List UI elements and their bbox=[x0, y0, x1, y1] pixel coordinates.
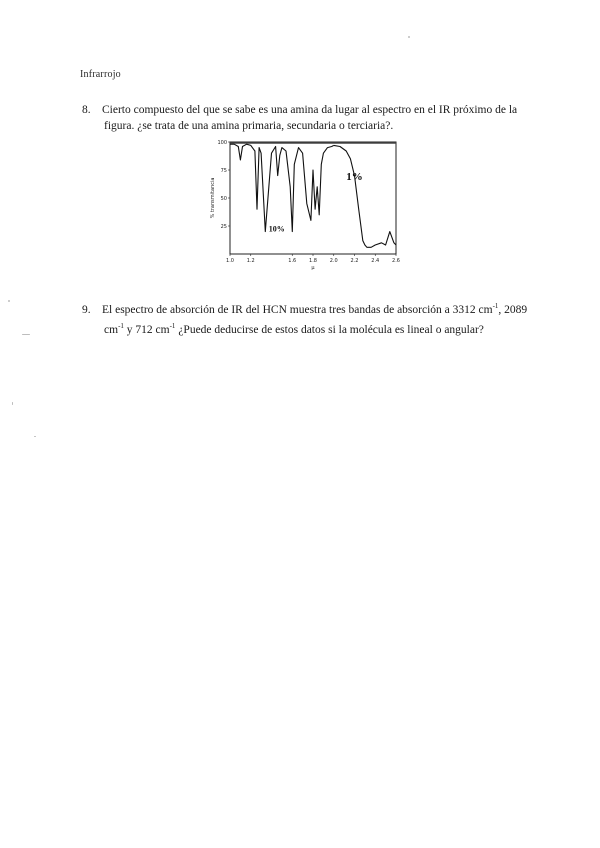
x-tick-label: 1.2 bbox=[246, 258, 255, 264]
question-text-part: ¿Puede deducirse de estos datos si la molécula es lineal o angular? bbox=[175, 323, 484, 336]
question-text-line2: figura. ¿se trata de una amina primaria, secundaria o terciaria?. bbox=[104, 120, 394, 132]
scan-speck bbox=[12, 402, 13, 405]
ir-spectrum-chart bbox=[204, 136, 404, 272]
x-tick-label: 2.2 bbox=[350, 258, 359, 264]
spectrum-series-2 bbox=[334, 145, 396, 247]
x-tick-label: 1.0 bbox=[226, 258, 234, 264]
question-number: 8. bbox=[82, 104, 91, 116]
question-9 bbox=[82, 298, 560, 338]
question-text-part: cm bbox=[104, 323, 119, 336]
scan-speck bbox=[34, 436, 36, 437]
superscript: -1 bbox=[492, 302, 499, 310]
annotation-10-percent: 10% bbox=[268, 224, 285, 234]
y-tick-label: 25 bbox=[220, 224, 227, 230]
question-text-part: El espectro de absorción de IR del HCN muestra tres bandas de absorción a 3312 cm bbox=[102, 303, 493, 316]
x-tick-label: 2.6 bbox=[392, 258, 400, 264]
scan-speck bbox=[22, 334, 30, 335]
x-tick-label: 2.0 bbox=[329, 258, 338, 264]
page-header: Infrarrojo bbox=[80, 69, 121, 80]
y-axis-label: % transmitancia bbox=[210, 177, 216, 219]
superscript: -1 bbox=[118, 321, 124, 330]
y-tick-label: 100 bbox=[217, 140, 227, 146]
scan-speck bbox=[408, 36, 410, 38]
y-tick-label: 75 bbox=[220, 168, 227, 174]
question-text-part: , 2089 bbox=[498, 303, 528, 316]
question-text-line1: Cierto compuesto del que se sabe es una amina da lugar al espectro en el IR próximo de la bbox=[102, 104, 518, 116]
x-axis-label: μ bbox=[311, 265, 315, 271]
x-tick-label: 2.4 bbox=[371, 258, 380, 264]
ir-spectrum-figure bbox=[204, 136, 404, 272]
scan-speck bbox=[8, 300, 10, 302]
spectrum-series-1 bbox=[230, 144, 334, 231]
annotation-1-percent: 1% bbox=[346, 171, 363, 184]
x-tick-label: 1.6 bbox=[288, 258, 297, 264]
superscript: -1 bbox=[169, 321, 176, 330]
question-8 bbox=[82, 102, 560, 134]
question-text-part: y 712 cm bbox=[123, 323, 170, 336]
y-tick-label: 50 bbox=[220, 196, 227, 202]
question-number: 9. bbox=[82, 303, 91, 316]
x-tick-label: 1.8 bbox=[309, 258, 317, 264]
question-text-line2 bbox=[82, 318, 560, 338]
